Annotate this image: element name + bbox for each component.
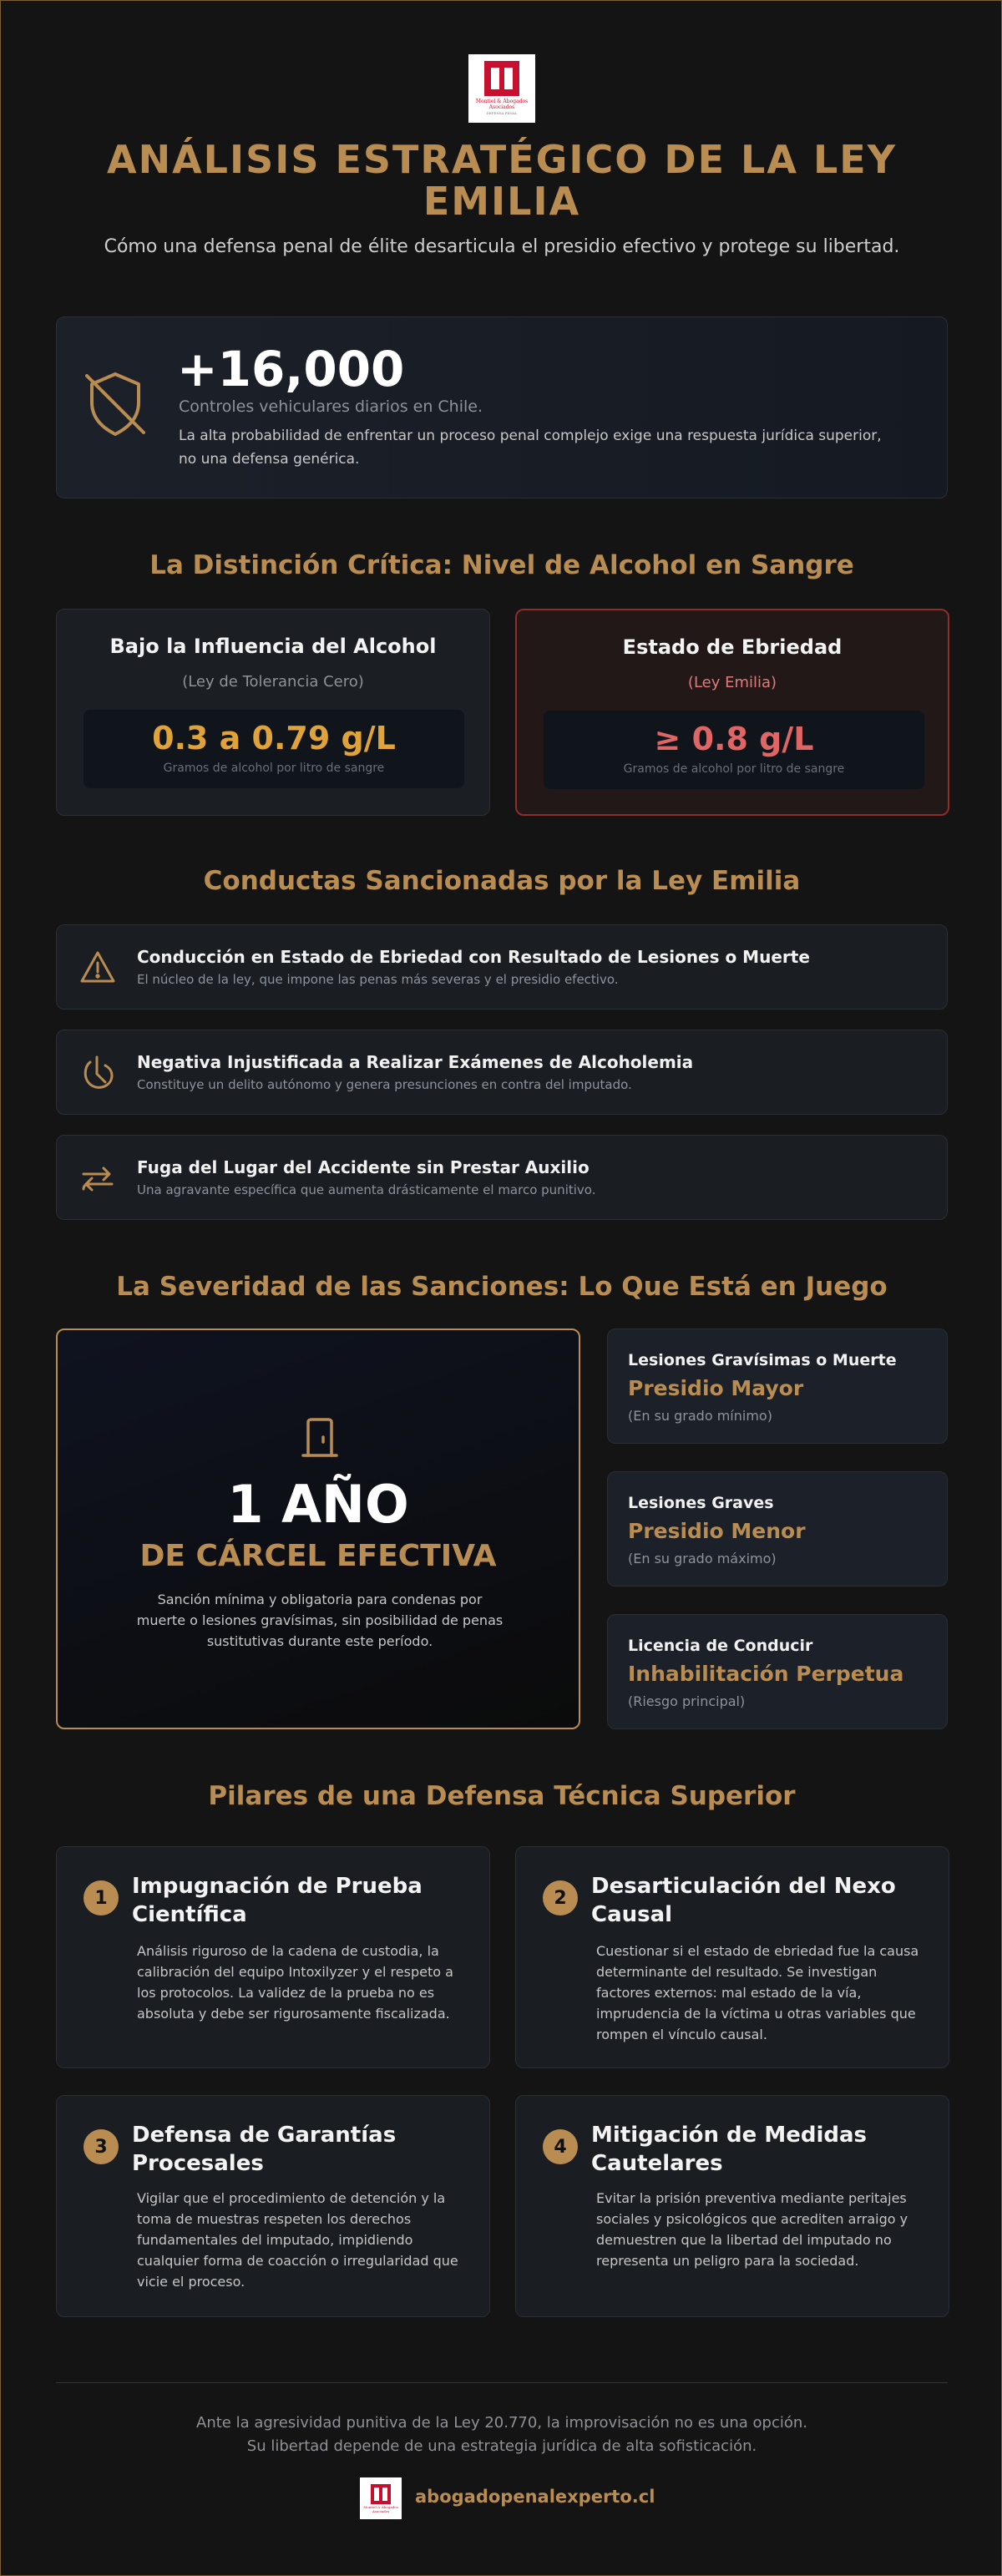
- prison-description: Sanción mínima y obligatoria para condenas por muerte o lesiones gravísimas, sin posibilidad de penas sustitutivas durante este período.: [136, 1592, 504, 1649]
- level-value-box: [544, 711, 924, 789]
- alcohol-level-card-drunkenness: [515, 609, 949, 816]
- page-title: ANÁLISIS ESTRATÉGICO DE LA LEY EMILIA: [106, 137, 898, 224]
- pillar-title: Mitigación de Medidas Cautelares: [591, 2123, 867, 2176]
- pillar-description: Vigilar que el procedimiento de detención y la toma de muestras respeten los derechos fundamentales del imputado, impidiendo cualquier forma de coacción o irregularidad que vicie el proceso.: [137, 2190, 458, 2290]
- logo-mark: [484, 61, 519, 96]
- sanction-note: (En su grado máximo): [628, 1551, 777, 1566]
- pillar-description: Cuestionar si el estado de ebriedad fue la causa determinante del resultado. Se investigan factores externos: mal estado de la vía, imprudencia de la víctima u otras variables que rompen el vínculo causal.: [596, 1943, 919, 2042]
- conduct-title: Conducción en Estado de Ebriedad con Resultado de Lesiones o Muerte: [137, 947, 810, 967]
- prison-value: 1 AÑO: [227, 1474, 409, 1535]
- logo-line-3: DEFENSA PENAL: [486, 111, 518, 115]
- level-law: (Ley Emilia): [687, 674, 777, 691]
- pillar-card: [56, 1846, 490, 2068]
- stat-description: La alta probabilidad de enfrentar un proceso penal complejo exige una respuesta jurídica superior, no una defensa genérica.: [179, 428, 882, 468]
- sanction-note: (Riesgo principal): [628, 1693, 746, 1709]
- logo-line-2: Asociados: [372, 2508, 390, 2513]
- pillar-card: [515, 2095, 949, 2317]
- footer-line-1: Ante la agresividad punitiva de la Ley 20.770, la improvisación no es una opción.: [196, 2414, 807, 2432]
- hand-stop-icon: [78, 1054, 117, 1092]
- logo-text: [363, 2505, 398, 2513]
- arrows-swap-icon: [78, 1159, 117, 1197]
- sanction-value: Presidio Mayor: [628, 1376, 804, 1400]
- pillar-description: Evitar la prisión preventiva mediante peritajes sociales y psicológicos que acrediten arraigo y demuestren que la libertad del imputado no representa un peligro para la sociedad.: [596, 2190, 908, 2269]
- sanction-value: Inhabilitación Perpetua: [628, 1662, 904, 1686]
- conduct-title: Fuga del Lugar del Accidente sin Prestar Auxilio: [137, 1157, 590, 1177]
- conduct-description: Una agravante específica que aumenta drásticamente el marco punitivo.: [137, 1182, 596, 1197]
- footer-logo: [360, 2477, 402, 2519]
- section-title-distinction: La Distinción Crítica: Nivel de Alcohol en Sangre: [149, 550, 854, 580]
- conduct-item: [56, 1135, 948, 1220]
- level-value-box: [84, 710, 464, 788]
- footer-line-2: Su libertad depende de una estrategia jurídica de alta sofisticación.: [246, 2437, 757, 2455]
- section-title-pillars: Pilares de una Defensa Técnica Superior: [208, 1781, 796, 1811]
- logo-text: [476, 99, 528, 116]
- level-law: (Ley de Tolerancia Cero): [182, 673, 364, 691]
- level-unit: Gramos de alcohol por litro de sangre: [163, 762, 385, 775]
- logo-line-1: Montiel & Abogados: [363, 2504, 398, 2509]
- conduct-description: Constituye un delito autónomo y genera presunciones en contra del imputado.: [137, 1077, 632, 1092]
- sanction-title: Lesiones Gravísimas o Muerte: [628, 1351, 897, 1369]
- pillar-number-badge: 1: [84, 1880, 119, 1916]
- pillar-description: Análisis riguroso de la cadena de custodia, la calibración del equipo Intoxilyzer y el respeto a los protocolos. La validez de la prueba no es absoluta y debe ser rigurosamente fiscalizada.: [137, 1943, 453, 2022]
- stat-card: [56, 316, 948, 498]
- level-value: 0.3 a 0.79 g/L: [152, 720, 396, 757]
- level-title: Bajo la Influencia del Alcohol: [109, 635, 437, 658]
- section-title-sanctions: La Severidad de las Sanciones: Lo Que Está en Juego: [116, 1272, 888, 1302]
- sanction-card: [607, 1328, 948, 1444]
- level-value: ≥ 0.8 g/L: [654, 721, 814, 757]
- stat-value: +16,000: [177, 341, 405, 397]
- sanction-card: [607, 1471, 948, 1587]
- shield-off-icon: [82, 367, 149, 439]
- section-title-conducts: Conductas Sancionadas por la Ley Emilia: [203, 866, 801, 896]
- stat-label: Controles vehiculares diarios en Chile.: [179, 397, 483, 416]
- warning-triangle-icon: [78, 949, 117, 987]
- sanction-value: Presidio Menor: [628, 1519, 806, 1543]
- sanction-title: Licencia de Conducir: [628, 1637, 813, 1655]
- door-icon: [300, 1417, 340, 1460]
- level-unit: Gramos de alcohol por litro de sangre: [623, 762, 845, 776]
- pillar-card: [56, 2095, 490, 2317]
- website-link[interactable]: abogadopenalexperto.cl: [415, 2487, 655, 2507]
- sanction-title: Lesiones Graves: [628, 1494, 774, 1512]
- logo-line-1: Montiel & Abogados: [475, 99, 529, 104]
- pillar-title: Impugnación de Prueba Científica: [132, 1874, 423, 1927]
- sanction-card: [607, 1614, 948, 1729]
- conduct-title: Negativa Injustificada a Realizar Exámenes de Alcoholemia: [137, 1052, 694, 1072]
- logo-line-2: Asociados: [488, 104, 515, 110]
- alcohol-level-card-influence: [56, 609, 490, 816]
- prison-label: DE CÁRCEL EFECTIVA: [139, 1539, 497, 1573]
- conduct-item: [56, 1030, 948, 1115]
- pillar-number-badge: 2: [543, 1880, 578, 1916]
- sanction-note: (En su grado mínimo): [628, 1408, 772, 1424]
- brand-logo: [468, 54, 535, 123]
- pillar-card: [515, 1846, 949, 2068]
- conduct-item: [56, 924, 948, 1010]
- pillar-number-badge: 4: [543, 2129, 578, 2164]
- pillar-title: Defensa de Garantías Procesales: [132, 2123, 397, 2176]
- page-subtitle: Cómo una defensa penal de élite desarticula el presidio efectivo y protege su libertad.: [104, 236, 900, 257]
- footer-divider: [56, 2382, 948, 2383]
- pillar-number-badge: 3: [84, 2129, 119, 2164]
- level-title: Estado de Ebriedad: [622, 635, 843, 659]
- pillar-title: Desarticulación del Nexo Causal: [591, 1874, 896, 1927]
- conduct-description: El núcleo de la ley, que impone las penas más severas y el presidio efectivo.: [137, 972, 619, 987]
- prison-highlight-card: [56, 1328, 580, 1729]
- logo-mark: [371, 2484, 391, 2504]
